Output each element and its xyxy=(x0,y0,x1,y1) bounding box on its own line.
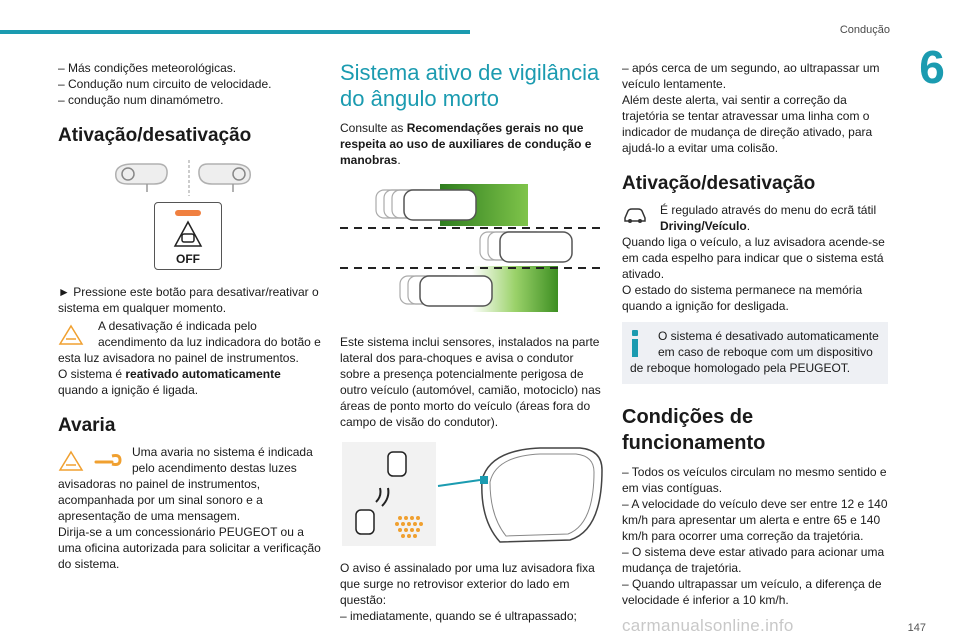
info-icon xyxy=(632,330,640,357)
blind-spot-icon xyxy=(168,220,208,250)
deactivation-line: acendimento da luz indicadora do botão e xyxy=(98,335,321,349)
section-title: Condução xyxy=(839,24,890,36)
deactivation-note xyxy=(58,318,324,366)
warning-triangle-icon xyxy=(58,450,84,472)
menu-suffix: . xyxy=(746,219,751,233)
page-number: 147 xyxy=(907,622,926,634)
alert-text: Além deste alerta, vai sentir a correção da trajetória se tentar atravessar uma linha com o indicador de mudança de direção ativado, para ajudá-lo a evitar uma colisão. xyxy=(622,93,873,155)
menu-note xyxy=(622,202,888,234)
warning-triangle-icon xyxy=(58,324,84,346)
failure-line: Uma avaria no sistema é indicada xyxy=(132,445,313,459)
auto-prefix: O sistema é xyxy=(58,367,126,381)
off-label: OFF xyxy=(176,252,200,266)
dealer-text: Dirija-se a um concessionário PEUGEOT ou a uma oficina autorizada para solicitar a verificação do sistema. xyxy=(58,525,321,571)
warning-description: O aviso é assinalado por uma luz avisadora fixa que surge no retrovisor exterior do lado em questão: xyxy=(340,561,595,607)
watermark: carmanualsonline.info xyxy=(622,616,794,635)
failure-line: avisadoras no painel de instrumentos, acompanhada por um sinal sonoro e a apresentação de uma mensagem. xyxy=(58,477,263,523)
consult-bold: Recomendações gerais no que respeita ao uso de auxiliares de condução e manobras xyxy=(340,121,592,167)
activation-heading-2: Ativação/desativação xyxy=(622,173,816,194)
menu-path: Driving/Veículo xyxy=(660,219,747,233)
failure-line: pelo acendimento destas luzes xyxy=(132,461,297,475)
column-3 xyxy=(622,60,888,608)
memory-text: O estado do sistema permanece na memória quando a ignição for desligada. xyxy=(622,283,863,313)
header-bar xyxy=(0,30,470,34)
mirror-warning-diagram xyxy=(340,440,606,548)
list-item: – Más condições meteorológicas. xyxy=(58,61,237,75)
list-item: – condução num dinamómetro. xyxy=(58,93,224,107)
blind-spot-diagram xyxy=(340,180,606,316)
auto-suffix: quando a ignição é ligada. xyxy=(58,383,199,397)
warning-item: – imediatamente, quando se é ultrapassado; xyxy=(340,609,577,623)
menu-line xyxy=(622,218,888,234)
blind-spot-heading: Sistema ativo de vigilância do ângulo morto xyxy=(340,60,600,111)
mirrors-icon xyxy=(58,158,324,198)
deactivation-line: A desativação é indicada pelo xyxy=(98,319,257,333)
chapter-number: 6 xyxy=(919,41,945,93)
consult-prefix: Consulte as xyxy=(340,121,407,135)
activation-heading: Ativação/desativação xyxy=(58,125,252,146)
system-description: Este sistema inclui sensores, instalados na parte lateral dos para-choques e avisa o condutor sobre a presença potencialmente perigosa de outro veículo (automóvel, camião, motociclo) nas áreas de ponto morto do veículo (áreas fora do campo de visão do condutor). xyxy=(340,335,601,429)
ignition-text: Quando liga o veículo, a luz avisadora acende-se em cada espelho para indicar que o sistema está ativado. xyxy=(622,235,885,281)
consult-text xyxy=(340,120,606,168)
list-item: – O sistema deve estar ativado para acionar uma mudança de trajetória. xyxy=(622,545,885,575)
column-1 xyxy=(58,60,324,572)
chapter-tab xyxy=(904,38,960,96)
wrench-icon xyxy=(94,450,122,468)
auto-bold: reativado automaticamente xyxy=(125,367,281,381)
failure-note xyxy=(58,444,324,524)
list-item: – Condução num circuito de velocidade. xyxy=(58,77,272,91)
list-item: – Quando ultrapassar um veículo, a diferença de velocidade é inferior a 10 km/h. xyxy=(622,577,882,607)
info-line: em caso de reboque com um dispositivo xyxy=(658,345,873,359)
car-settings-icon xyxy=(622,206,648,224)
indicator-light xyxy=(175,210,201,216)
blind-spot-off-button xyxy=(154,202,222,270)
consult-suffix: . xyxy=(397,153,401,167)
list-item: – A velocidade do veículo deve ser entre 12 e 140 km/h para apresentar um alerta e entre 65 e 140 km/h para ocorrer uma correção da trajetória. xyxy=(622,497,888,543)
after-second-text: – após cerca de um segundo, ao ultrapassar um veículo lentamente. xyxy=(622,61,880,91)
menu-line: É regulado através do menu do ecrã tátil xyxy=(660,203,877,217)
info-line: O sistema é desativado automaticamente xyxy=(658,329,879,343)
deactivation-line: esta luz avisadora no painel de instrumentos. xyxy=(58,351,299,365)
info-box xyxy=(622,322,888,384)
list-item: – Todos os veículos circulam no mesmo sentido e em vias contíguas. xyxy=(622,465,887,495)
auto-reactivation xyxy=(58,366,324,382)
failure-heading: Avaria xyxy=(58,415,116,436)
press-instruction: ► Pressione este botão para desativar/reativar o sistema em qualquer momento. xyxy=(58,285,319,315)
info-line: de reboque homologado pela PEUGEOT. xyxy=(630,361,851,375)
column-2 xyxy=(340,60,606,624)
conditions-heading: Condições de funcionamento xyxy=(622,406,766,454)
